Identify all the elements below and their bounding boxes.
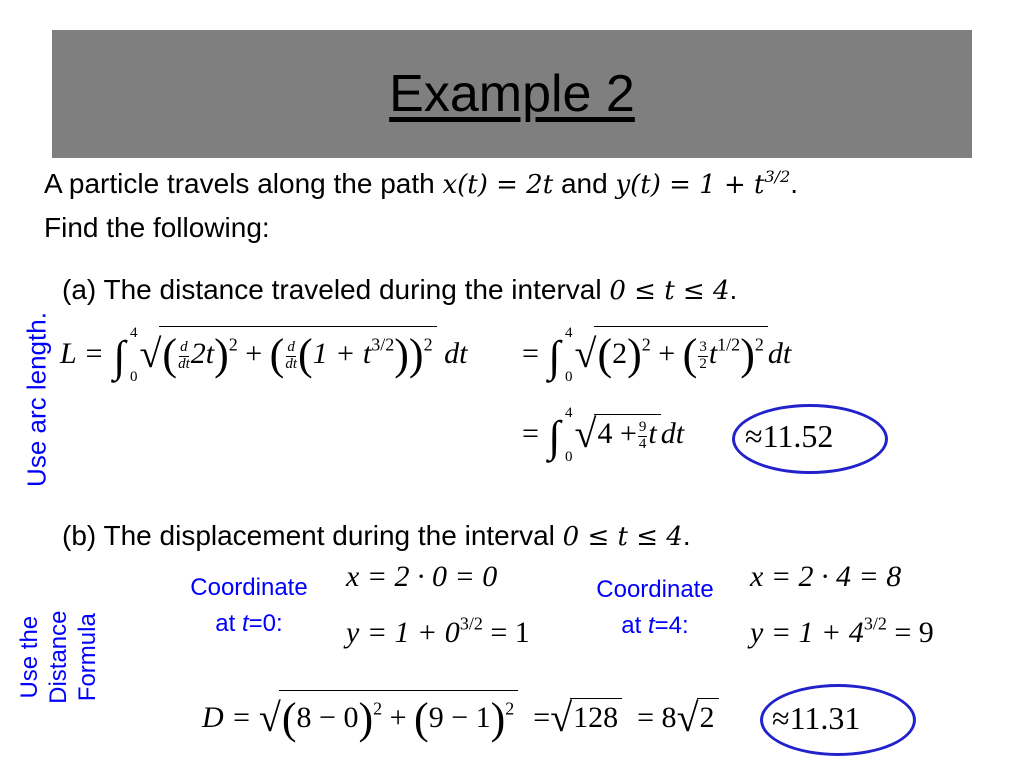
part-b-heading [62, 520, 691, 552]
coord4-y-b: = 9 [886, 616, 934, 649]
integral-sign: ∫ 4 0 [548, 325, 573, 385]
square-1: 2 [373, 698, 383, 719]
intro-period: . [790, 168, 799, 199]
differential-dt: dt [660, 417, 685, 450]
square-1: 2 [228, 334, 238, 355]
coordinate-t4-label [578, 572, 732, 644]
y-expression: y(t) = 1 + t [615, 170, 765, 200]
equals-1: = [533, 701, 551, 734]
frac-den-4: 4 [638, 435, 647, 452]
part-a-label: (a) The distance traveled during the interval [62, 274, 610, 305]
coord0-t: t [241, 610, 249, 637]
arc-length-equation-3 [522, 405, 685, 465]
part-b-period: . [682, 520, 691, 551]
coord0-y-b: = 1 [482, 616, 530, 649]
frac-den-2: 2 [699, 355, 707, 372]
coord0-line1: Coordinate [190, 574, 308, 601]
part-b-interval: 0 ≤ t ≤ 4 [562, 522, 683, 552]
lower-limit: 0 [564, 449, 573, 465]
part-b-label: (b) The displacement during the interval [62, 520, 563, 551]
coord4-line2 [578, 608, 732, 644]
term-8-minus-0: 8 − 0 [296, 701, 359, 734]
inner-2: 2 [612, 337, 628, 370]
note-line-1: Use the [15, 615, 43, 699]
coord4-val: =4: [654, 612, 689, 639]
dt-denominator-2: dt [285, 355, 297, 372]
lower-limit: 0 [564, 369, 573, 385]
frac-num-9: 9 [638, 418, 647, 435]
plus-sign: + [658, 337, 676, 370]
upper-limit: 4 [564, 405, 573, 421]
coord4-at: at [621, 612, 648, 639]
coord4-y-equation [750, 613, 934, 650]
square-1: 2 [641, 334, 651, 355]
part-a-heading [62, 274, 737, 306]
d-numerator: d [180, 338, 188, 355]
arc-length-equation-2 [522, 325, 792, 385]
L-lhs: L = [60, 337, 104, 370]
radicand: $(2)^2$ + ( $\frac{3}{2}$ $t^{1/2})^2$ [594, 326, 767, 380]
and-text: and [553, 168, 616, 199]
coord0-y-equation [346, 613, 530, 650]
differential-dt: dt [444, 337, 468, 370]
coord4-x-equation: x = 2 · 4 = 8 [750, 560, 902, 593]
equals-sign: = [522, 337, 539, 370]
frac-num-3: 3 [699, 338, 707, 355]
intro-line-2: Find the following: [44, 212, 270, 243]
root-2: 2 [697, 698, 719, 735]
coord0-at: at [215, 610, 242, 637]
differential-dt: dt [767, 337, 792, 370]
coord0-x-equation: x = 2 · 0 = 0 [346, 560, 498, 593]
radical-sign: √ [258, 695, 281, 740]
coord4-line1: Coordinate [596, 576, 714, 603]
integral-sign: ∫ 4 0 [113, 325, 138, 385]
plus-sign: + [389, 701, 407, 734]
answer-b: ≈11.31 [772, 700, 861, 736]
D-lhs: D = [202, 701, 252, 734]
radical-sign-2: √ [550, 695, 573, 740]
coord0-val: =0: [248, 610, 283, 637]
intro-text: A particle travels along the path [44, 168, 443, 199]
equals-8: = 8 [637, 701, 677, 734]
term-2t: 2t [190, 337, 215, 370]
title-banner [52, 30, 972, 158]
coordinate-t0-label [172, 570, 326, 642]
arc-length-note: Use arc length. [21, 312, 52, 487]
var-t: t [648, 417, 657, 450]
radicand: ( $\frac{d}{dt}$ 2t)$^2$ + ( $\frac{d}{dt}$ $(1 + t^{3/2}))^2$ [159, 326, 436, 380]
displacement-equation [202, 690, 719, 744]
exp-3-2: 3/2 [371, 334, 395, 355]
coord0-line2 [172, 606, 326, 642]
term-9-minus-1: 9 − 1 [428, 701, 491, 734]
root-128: 128 [570, 698, 622, 735]
answer-a: ≈11.52 [745, 418, 834, 454]
coord4-y-a: y = 1 + 4 [750, 616, 864, 649]
integral-sign: ∫ 4 0 [548, 405, 573, 465]
coord0-y-a: y = 1 + 0 [346, 616, 460, 649]
radical-sign: √ [139, 331, 162, 376]
radical-sign: √ [574, 411, 597, 456]
square-2: 2 [423, 334, 433, 355]
equals-sign: = [522, 417, 539, 450]
var-t: t [708, 337, 718, 370]
radicand [594, 414, 660, 452]
d-numerator-2: d [287, 338, 295, 355]
coord0-y-exp: 3/2 [459, 613, 483, 634]
lower-limit: 0 [129, 369, 138, 385]
square-2: 2 [754, 334, 764, 355]
term-1-plus-t: 1 + t [312, 337, 372, 370]
coord4-y-exp: 3/2 [863, 613, 887, 634]
x-expression: x(t) = 2t [442, 170, 554, 200]
upper-limit: 4 [564, 325, 573, 341]
part-a-interval: 0 ≤ t ≤ 4 [609, 276, 730, 306]
upper-limit: 4 [129, 325, 138, 341]
radicand: $(8 - 0)^2 + (9 - 1)^2$ [279, 690, 518, 744]
dt-denominator: dt [178, 355, 190, 372]
note-line-3: Formula [73, 613, 101, 702]
four-plus: 4 + [597, 417, 637, 450]
intro-line-1 [44, 168, 798, 200]
radical-sign: √ [574, 331, 597, 376]
distance-formula-note [16, 592, 102, 722]
note-line-2: Distance [44, 610, 72, 704]
slide-title: Example 2 [389, 65, 635, 123]
square-2: 2 [505, 698, 515, 719]
radical-sign-3: √ [676, 695, 699, 740]
exp-1-2: 1/2 [717, 334, 741, 355]
y-exponent: 3/2 [764, 166, 791, 186]
part-a-period: . [729, 274, 738, 305]
coord4-t: t [647, 612, 655, 639]
arc-length-equation-1 [60, 325, 468, 385]
